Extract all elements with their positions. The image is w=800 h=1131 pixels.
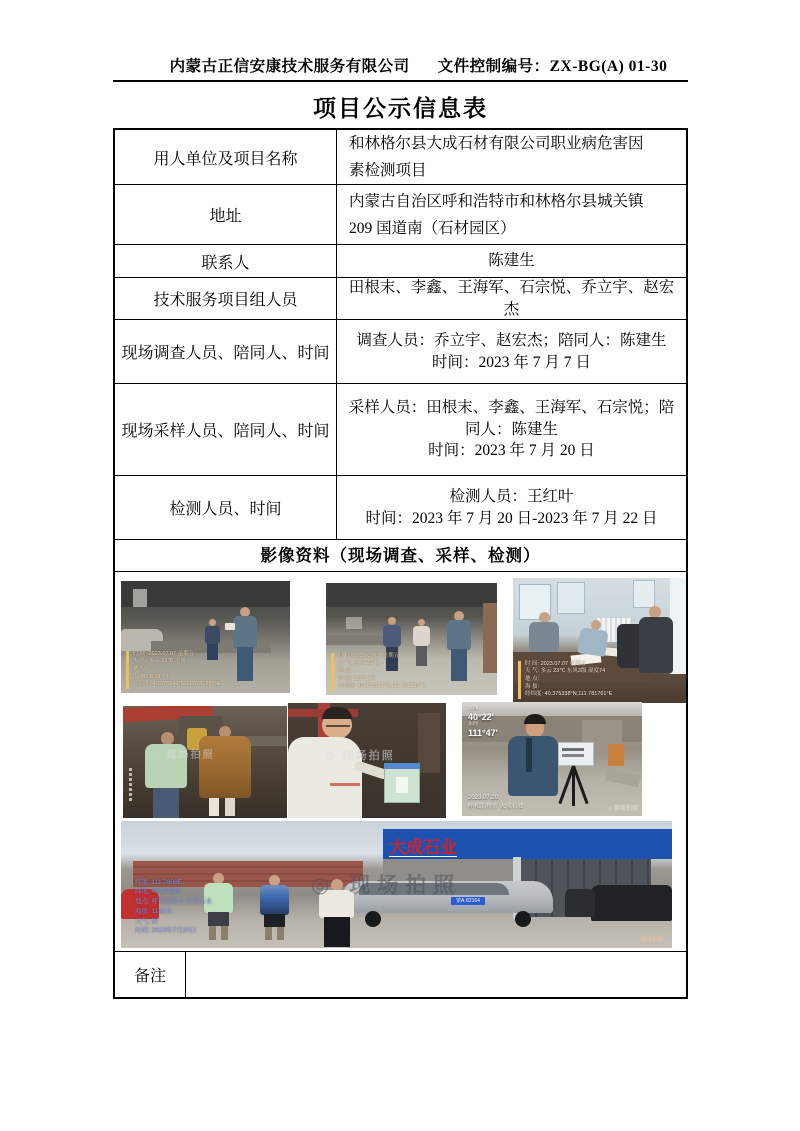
- metal-sheet-shape: [605, 769, 641, 788]
- person-figure: [529, 622, 559, 652]
- camera-icon: ◎: [151, 750, 162, 761]
- value-line: 采样人员：田根末、李鑫、王海军、石宗悦；陪同人：陈建生: [348, 399, 675, 438]
- boot-shape: [209, 798, 219, 816]
- watermark-text: ◎ 现场拍照: [151, 750, 215, 761]
- row-label: 地址: [115, 185, 337, 244]
- window-shape: [346, 617, 362, 629]
- photo-sampling-2: [288, 703, 446, 818]
- table-row: [115, 244, 686, 277]
- row-value: 陈建生: [488, 252, 535, 270]
- page-header: [131, 54, 706, 76]
- table-row: [115, 319, 686, 383]
- photo-meta-overlay: [518, 661, 612, 699]
- value-line: 时间：2023 年 7 月 20 日-2023 年 7 月 22 日: [365, 509, 658, 527]
- person-figure: [205, 626, 220, 644]
- photo-meta-overlay: [135, 878, 212, 937]
- meta-line: 地 点:: [133, 665, 148, 672]
- gps-overlay: [468, 706, 498, 738]
- meta-line: 经度: 111.7808E: [135, 878, 183, 886]
- row-value: 和林格尔县大成石材有限公司职业病危害因素检测项目: [349, 135, 644, 179]
- window-shape: [133, 589, 147, 607]
- meta-line: 经纬度: 40.375641°N,111.781285°E: [133, 681, 221, 688]
- person-figure: [508, 736, 558, 796]
- value-line: 检测人员：王红叶: [449, 488, 574, 505]
- meta-line: 地点: 呼和浩特市·创利石业: [135, 898, 213, 905]
- photo-wide-site: [121, 821, 672, 948]
- person-figure: [153, 788, 179, 818]
- car-wheel: [515, 911, 531, 927]
- meta-line: 时 间: 2023.07.07 星期五: [525, 660, 587, 667]
- table-row: [115, 184, 686, 244]
- media-header-row: [115, 539, 686, 571]
- table-row: [115, 277, 686, 319]
- media-header: 影像资料（现场调查、采样、检测）: [260, 546, 541, 565]
- row-value: 田根末、李鑫、王海军、石宗悦、乔立宇、赵宏杰: [348, 279, 675, 318]
- stamp-date: 2023.07.20: [468, 795, 499, 802]
- meta-line: 地 点:: [525, 675, 540, 682]
- meta-line: 天 气: 多云 23℃ 无风: [133, 658, 186, 665]
- person-hair: [322, 707, 352, 719]
- meta-line: 时间: 2023年7月20日: [135, 927, 197, 935]
- table-row: [115, 383, 686, 475]
- remark-value: [186, 952, 686, 997]
- detector-slot: [562, 754, 584, 757]
- row-value: [337, 320, 686, 383]
- row-label: 现场调查人员、陪同人、时间: [115, 320, 337, 383]
- person-figure: [447, 620, 471, 650]
- sampler-device-top: [384, 763, 420, 769]
- value-line: 时间：2023 年 7 月 20 日: [428, 442, 595, 460]
- photo-survey-2: [326, 583, 497, 695]
- camera-icon: ◎: [311, 874, 337, 897]
- value-line: 时间：2023 年 7 月 7 日: [432, 353, 591, 371]
- doc-control-code: 文件控制编号：ZX-BG(A) 01-30: [437, 58, 668, 75]
- info-table: [113, 128, 688, 999]
- camera-icon: ◎: [607, 806, 613, 812]
- page-title: 项目公示信息表: [313, 96, 488, 121]
- meta-line: 时 间: 2023.07.07 星期五: [133, 650, 195, 657]
- car-wheel: [365, 911, 381, 927]
- photo-sampling-3: [462, 702, 642, 816]
- value-line: 调查人员：乔立宇、赵宏杰；陪同人：陈建生: [356, 332, 667, 349]
- header-rule: [113, 80, 688, 82]
- meta-line: 地 点:: [338, 667, 353, 674]
- person-figure: [388, 617, 396, 625]
- device-label-shape: [396, 777, 408, 793]
- photo-survey-1: [121, 581, 290, 693]
- photo-meta-overlay: [331, 653, 425, 691]
- person-figure: [577, 627, 608, 657]
- row-label: 检测人员、时间: [115, 476, 337, 539]
- meta-line: 经纬度: 40.375632°N,111.781285°E: [338, 683, 426, 690]
- notebook-shape: [225, 623, 235, 630]
- row-value: [337, 476, 686, 539]
- person-figure: [233, 616, 257, 648]
- person-figure: [413, 626, 430, 646]
- meta-line: 时 间: 2023.07.07 星期五: [338, 652, 400, 659]
- poster-shape: [557, 582, 585, 614]
- person-figure: [264, 914, 285, 927]
- camera-icon: ◎: [326, 750, 338, 762]
- poster-shape: [633, 580, 655, 608]
- gps-label: 北纬: [468, 705, 479, 711]
- person-figure: [383, 625, 401, 647]
- row-label: 联系人: [115, 245, 337, 277]
- black-car-shape: [591, 885, 672, 921]
- remark-row: [115, 951, 686, 997]
- watermark-text: ◎ 现场拍照: [311, 874, 462, 897]
- gps-value: 111°47': [468, 727, 498, 738]
- person-figure: [639, 617, 673, 673]
- row-label: 现场采样人员、陪同人、时间: [115, 384, 337, 475]
- person-figure: [237, 647, 253, 681]
- company-name: 内蒙古正信安康技术服务有限公司: [169, 58, 410, 75]
- photo-survey-3: [513, 578, 686, 703]
- meta-line: 海拔: 1142米: [135, 907, 173, 915]
- meta-line: 海 拔:: [525, 683, 540, 690]
- meta-line: 天气: 阴: [135, 917, 159, 925]
- roof-shape: [326, 583, 497, 607]
- watermark-text: ◎ 现场拍照: [326, 750, 395, 762]
- banner-text: 大成石业: [389, 838, 457, 857]
- table-row: [115, 130, 686, 184]
- table-row: [115, 475, 686, 539]
- row-label: 用人单位及项目名称: [115, 130, 337, 184]
- remark-label: 备注: [115, 952, 186, 997]
- meta-line: 纬度: 40.3755N: [135, 888, 180, 896]
- doorway-shape: [418, 713, 440, 773]
- black-car-shape: [565, 889, 595, 917]
- orange-object-shape: [608, 744, 624, 766]
- person-leg: [265, 927, 272, 940]
- wall-shape: [483, 603, 497, 673]
- person-leg: [221, 926, 228, 940]
- meta-line: 天 气: 多云 23℃: [338, 660, 379, 667]
- person-figure: [418, 619, 425, 626]
- gps-label: 东经: [468, 721, 479, 728]
- meta-line: 经纬度: 40.375338°N,111.781761°E: [525, 691, 613, 698]
- photo-stamp: [468, 794, 524, 811]
- gps-value: 40°22': [468, 711, 494, 722]
- watermark-text: ◎ 现场拍照: [607, 806, 638, 812]
- red-text-marks: [330, 783, 360, 786]
- person-figure: [209, 619, 216, 626]
- stamp-place: 呼和浩特市 大成石业: [468, 803, 524, 810]
- photo-meta-overlay: [126, 651, 220, 689]
- person-figure: [324, 917, 350, 947]
- stone-slab-shape: [326, 635, 386, 645]
- detector-slot: [562, 748, 584, 751]
- row-value: [337, 384, 686, 475]
- person-leg: [277, 927, 284, 940]
- watermark-text: 现场拍照: [639, 937, 664, 943]
- meta-line: 海 拔: 1138.7米: [133, 673, 171, 680]
- row-value: 内蒙古自治区呼和浩特市和林格尔县城关镇 209 国道南（石材园区）: [349, 192, 644, 237]
- vertical-text-marks: [129, 768, 132, 802]
- person-figure: [451, 649, 467, 681]
- meta-line: 天 气: 多云 23℃ 东风3级 湿度74: [525, 668, 606, 675]
- person-figure: [260, 885, 289, 915]
- photos-area: [115, 571, 686, 951]
- glasses-shape: [326, 725, 350, 727]
- boot-shape: [225, 798, 235, 816]
- lanyard-shape: [526, 738, 532, 772]
- meta-line: 海 拔: 1137.2米: [338, 675, 376, 682]
- photo-sampling-1: [123, 706, 287, 818]
- license-plate: 蒙A·82164: [451, 897, 485, 905]
- row-label: 技术服务项目组人员: [115, 278, 337, 319]
